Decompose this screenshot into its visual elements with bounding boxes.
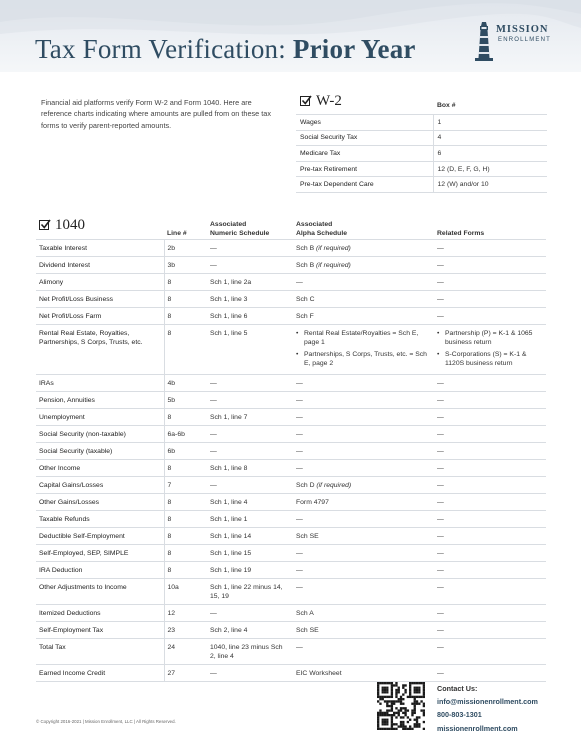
- row-numeric-schedule: Sch 1, line 6: [207, 308, 293, 325]
- row-item: Pension, Annuities: [36, 392, 164, 409]
- row-line: 12: [164, 605, 207, 622]
- row-item: Net Profit/Loss Business: [36, 291, 164, 308]
- logo-subtitle: ENROLLMENT: [498, 37, 552, 43]
- w2-heading: W-2: [300, 93, 342, 110]
- row-line: 4b: [164, 375, 207, 392]
- row-numeric-schedule: Sch 1, line 2a: [207, 274, 293, 291]
- row-related-forms: —: [434, 494, 546, 511]
- row-line: 24: [164, 639, 207, 665]
- row-item: Itemized Deductions: [36, 605, 164, 622]
- logo-wordmark: MISSION: [496, 24, 549, 35]
- row-line: 8: [164, 460, 207, 477]
- row-related-forms: —: [434, 274, 546, 291]
- w2-row-label: Wages: [296, 115, 433, 131]
- row-item: Alimony: [36, 274, 164, 291]
- f1040-table: [36, 239, 546, 682]
- row-item: Earned Income Credit: [36, 665, 164, 682]
- row-related-forms: —: [434, 477, 546, 494]
- f1040-row: [36, 460, 546, 477]
- row-alpha-schedule: —: [293, 443, 434, 460]
- col-header-numeric: Associated Numeric Schedule: [210, 221, 270, 237]
- w2-row-label: Pre-tax Dependent Care: [296, 177, 433, 193]
- w2-row: [296, 130, 547, 146]
- f1040-row: [36, 494, 546, 511]
- row-related-forms: [434, 325, 546, 375]
- row-numeric-schedule: Sch 1, line 8: [207, 460, 293, 477]
- list-item: • Partnership (P) = K-1 & 1065 business return: [437, 329, 543, 347]
- row-alpha-schedule: Sch SE: [293, 622, 434, 639]
- row-alpha-schedule: —: [293, 562, 434, 579]
- f1040-row: [36, 528, 546, 545]
- row-alpha-schedule: —: [293, 274, 434, 291]
- row-related-forms: —: [434, 443, 546, 460]
- row-item: Self-Employed, SEP, SIMPLE: [36, 545, 164, 562]
- row-item: Social Security (non-taxable): [36, 426, 164, 443]
- row-related-forms: —: [434, 392, 546, 409]
- f1040-row: [36, 545, 546, 562]
- row-line: 3b: [164, 257, 207, 274]
- checkbox-checked-icon: [39, 220, 49, 230]
- row-alpha-schedule: EIC Worksheet: [293, 665, 434, 682]
- contact-header: Contact Us:: [437, 684, 478, 693]
- f1040-row: [36, 240, 546, 257]
- row-related-forms: —: [434, 528, 546, 545]
- f1040-row: [36, 426, 546, 443]
- f1040-heading: 1040: [39, 217, 85, 234]
- f1040-row: [36, 665, 546, 682]
- w2-row-box: 6: [433, 146, 547, 162]
- row-alpha-schedule: —: [293, 460, 434, 477]
- row-alpha-schedule: Sch C: [293, 291, 434, 308]
- row-numeric-schedule: —: [207, 477, 293, 494]
- row-alpha-schedule: Sch A: [293, 605, 434, 622]
- f1040-row: [36, 605, 546, 622]
- row-related-forms: —: [434, 665, 546, 682]
- intro-text: Financial aid platforms verify Form W-2 and Form 1040. Here are reference charts indicating where amounts are pulled from on these tax forms to verify parent-reported amounts.: [41, 98, 271, 130]
- row-alpha-schedule: Form 4797: [293, 494, 434, 511]
- row-alpha-schedule: Sch SE: [293, 528, 434, 545]
- row-alpha-schedule: —: [293, 579, 434, 605]
- w2-row-box: 4: [433, 130, 547, 146]
- row-item: Other Income: [36, 460, 164, 477]
- row-numeric-schedule: —: [207, 392, 293, 409]
- row-numeric-schedule: Sch 1, line 15: [207, 545, 293, 562]
- page-header: [0, 0, 581, 72]
- row-alpha-schedule: Sch B (if required): [293, 257, 434, 274]
- row-alpha-schedule: —: [293, 426, 434, 443]
- contact-block: [437, 682, 538, 735]
- row-line: 8: [164, 528, 207, 545]
- row-line: 23: [164, 622, 207, 639]
- alpha-schedule-list: [296, 329, 431, 368]
- col-header-related: Related Forms: [437, 230, 485, 237]
- page-title: Tax Form Verification: Prior Year: [35, 34, 416, 64]
- f1040-row: [36, 562, 546, 579]
- row-related-forms: —: [434, 639, 546, 665]
- row-item: Capital Gains/Losses: [36, 477, 164, 494]
- f1040-row: [36, 477, 546, 494]
- row-item: Unemployment: [36, 409, 164, 426]
- row-item: Deductible Self-Employment: [36, 528, 164, 545]
- w2-row-label: Pre-tax Retirement: [296, 161, 433, 177]
- row-related-forms: —: [434, 545, 546, 562]
- row-related-forms: —: [434, 562, 546, 579]
- w2-row: [296, 161, 547, 177]
- row-line: 8: [164, 562, 207, 579]
- related-forms-list: [437, 329, 543, 368]
- list-item: • Partnerships, S Corps, Trusts, etc. = Sch E, page 2: [296, 350, 431, 368]
- row-numeric-schedule: Sch 1, line 7: [207, 409, 293, 426]
- w2-box-column-header: Box #: [437, 102, 456, 109]
- row-numeric-schedule: —: [207, 665, 293, 682]
- list-item: • Rental Real Estate/Royalties = Sch E, page 1: [296, 329, 431, 347]
- row-item: IRAs: [36, 375, 164, 392]
- w2-row-box: 1: [433, 115, 547, 131]
- row-numeric-schedule: —: [207, 443, 293, 460]
- row-line: 8: [164, 545, 207, 562]
- row-alpha-schedule: —: [293, 511, 434, 528]
- row-numeric-schedule: Sch 1, line 1: [207, 511, 293, 528]
- row-alpha-schedule: —: [293, 375, 434, 392]
- row-numeric-schedule: Sch 1, line 14: [207, 528, 293, 545]
- row-item: Rental Real Estate, Royalties, Partnerships, S Corps, Trusts, etc.: [36, 325, 164, 375]
- row-numeric-schedule: Sch 1, line 19: [207, 562, 293, 579]
- contact-phone[interactable]: 800-803-1301: [437, 710, 482, 720]
- row-item: Net Profit/Loss Farm: [36, 308, 164, 325]
- row-related-forms: —: [434, 579, 546, 605]
- row-alpha-schedule: —: [293, 545, 434, 562]
- row-numeric-schedule: —: [207, 257, 293, 274]
- list-item: • S-Corporations (S) = K-1 & 1120S business return: [437, 350, 543, 368]
- row-line: 27: [164, 665, 207, 682]
- w2-table: [296, 114, 547, 193]
- row-related-forms: —: [434, 605, 546, 622]
- lighthouse-icon: [474, 20, 494, 64]
- f1040-row: [36, 392, 546, 409]
- row-line: 8: [164, 274, 207, 291]
- w2-row-box: 12 (D, E, F, G, H): [433, 161, 547, 177]
- row-line: 8: [164, 325, 207, 375]
- row-item: Taxable Refunds: [36, 511, 164, 528]
- row-line: 10a: [164, 579, 207, 605]
- mission-enrollment-logo: [474, 20, 564, 64]
- qr-code-icon: [377, 682, 425, 730]
- row-line: 5b: [164, 392, 207, 409]
- row-item: Self-Employment Tax: [36, 622, 164, 639]
- row-related-forms: —: [434, 257, 546, 274]
- row-alpha-schedule: —: [293, 409, 434, 426]
- w2-row-label: Social Security Tax: [296, 130, 433, 146]
- w2-row: [296, 146, 547, 162]
- row-alpha-schedule: Sch B (if required): [293, 240, 434, 257]
- row-alpha-schedule: [293, 325, 434, 375]
- row-related-forms: —: [434, 240, 546, 257]
- row-item: Other Gains/Losses: [36, 494, 164, 511]
- row-numeric-schedule: —: [207, 240, 293, 257]
- row-alpha-schedule: —: [293, 392, 434, 409]
- row-numeric-schedule: Sch 1, line 22 minus 14, 15, 19: [207, 579, 293, 605]
- row-line: 7: [164, 477, 207, 494]
- row-related-forms: —: [434, 291, 546, 308]
- f1040-row: [36, 257, 546, 274]
- row-line: 8: [164, 511, 207, 528]
- row-line: 8: [164, 291, 207, 308]
- row-item: Total Tax: [36, 639, 164, 665]
- website-link[interactable]: missionenrollment.com: [437, 723, 518, 733]
- row-item: Other Adjustments to Income: [36, 579, 164, 605]
- row-line: 8: [164, 409, 207, 426]
- row-alpha-schedule: Sch D (if required): [293, 477, 434, 494]
- w2-row-label: Medicare Tax: [296, 146, 433, 162]
- f1040-row: [36, 291, 546, 308]
- copyright-text: © Copyright 2016-2021 | Mission Enrollment, LLC | All Rights Reserved.: [36, 719, 176, 724]
- row-alpha-schedule: —: [293, 639, 434, 665]
- alpha-note: (if required): [316, 482, 352, 489]
- f1040-row: [36, 325, 546, 375]
- f1040-row: [36, 274, 546, 291]
- row-numeric-schedule: —: [207, 426, 293, 443]
- row-related-forms: —: [434, 308, 546, 325]
- checkbox-checked-icon: [300, 96, 310, 106]
- f1040-row: [36, 308, 546, 325]
- f1040-row: [36, 409, 546, 426]
- w2-row: [296, 115, 547, 131]
- row-numeric-schedule: Sch 1, line 3: [207, 291, 293, 308]
- row-related-forms: —: [434, 460, 546, 477]
- row-line: 2b: [164, 240, 207, 257]
- row-line: 8: [164, 494, 207, 511]
- row-line: 6a-6b: [164, 426, 207, 443]
- f1040-row: [36, 511, 546, 528]
- row-numeric-schedule: 1040, line 23 minus Sch 2, line 4: [207, 639, 293, 665]
- row-item: Taxable Interest: [36, 240, 164, 257]
- f1040-row: [36, 639, 546, 665]
- row-related-forms: —: [434, 426, 546, 443]
- col-header-line: Line #: [167, 230, 187, 237]
- alpha-note: (if required): [316, 262, 351, 269]
- row-related-forms: —: [434, 622, 546, 639]
- row-numeric-schedule: Sch 1, line 4: [207, 494, 293, 511]
- row-alpha-schedule: Sch F: [293, 308, 434, 325]
- f1040-row: [36, 579, 546, 605]
- row-related-forms: —: [434, 511, 546, 528]
- row-item: Dividend Interest: [36, 257, 164, 274]
- row-numeric-schedule: Sch 2, line 4: [207, 622, 293, 639]
- row-related-forms: —: [434, 375, 546, 392]
- row-item: IRA Deduction: [36, 562, 164, 579]
- f1040-row: [36, 375, 546, 392]
- f1040-row: [36, 443, 546, 460]
- row-related-forms: —: [434, 409, 546, 426]
- f1040-row: [36, 622, 546, 639]
- col-header-alpha: Associated Alpha Schedule: [296, 221, 347, 237]
- contact-email-link[interactable]: info@missionenrollment.com: [437, 697, 538, 707]
- w2-row: [296, 177, 547, 193]
- w2-row-box: 12 (W) and/or 10: [433, 177, 547, 193]
- row-line: 8: [164, 308, 207, 325]
- row-numeric-schedule: —: [207, 605, 293, 622]
- row-numeric-schedule: —: [207, 375, 293, 392]
- row-numeric-schedule: Sch 1, line 5: [207, 325, 293, 375]
- row-line: 6b: [164, 443, 207, 460]
- row-item: Social Security (taxable): [36, 443, 164, 460]
- alpha-note: (if required): [316, 245, 351, 252]
